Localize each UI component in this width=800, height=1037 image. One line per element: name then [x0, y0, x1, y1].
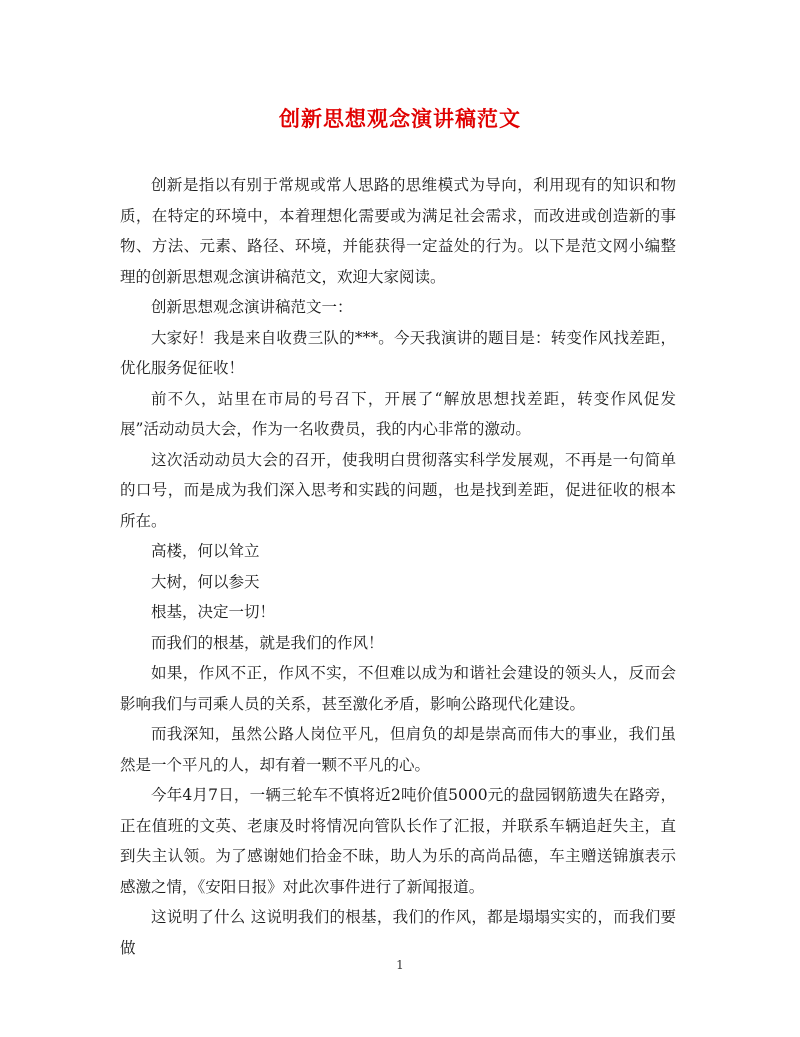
page-number: 1	[396, 958, 404, 972]
paragraph-section-heading: 创新思想观念演讲稿范文一：	[151, 298, 353, 316]
paragraph: 今年4月7日，一辆三轮车不慎将近2吨价值5000元的盘园钢筋遗失在路旁，正在值班的文英、老康及时将情况向管队长作了汇报，并联系车辆追赶失主，直到失主认领。为了感谢她们拾金不昧，助人为乐的高尚品德，车主赠送锦旗表示感激之情，《安阳日报》对此次事件进行了新闻报道。	[120, 786, 676, 896]
paragraph: 大家好！我是来自收费三队的***。今天我演讲的题目是：转变作风找差距，优化服务促征收！	[120, 328, 676, 377]
paragraph: 这次活动动员大会的召开，使我明白贯彻落实科学发展观，不再是一句简单的口号，而是成为我们深入思考和实践的问题，也是找到差距，促进征收的根本所在。	[120, 450, 676, 530]
paragraph: 这说明了什么 这说明我们的根基，我们的作风，都是塌塌实实的，而我们要做	[120, 908, 676, 957]
paragraph-intro: 创新是指以有别于常规或常人思路的思维模式为导向，利用现有的知识和物质，在特定的环境中，本着理想化需要或为满足社会需求，而改进或创造新的事物、方法、元素、路径、环境，并能获得一定益处的行为。以下是范文网小编整理的创新思想观念演讲稿范文，欢迎大家阅读。	[120, 176, 676, 286]
paragraph: 而我们的根基，就是我们的作风！	[151, 633, 384, 652]
paragraph: 如果，作风不正，作风不实，不但难以成为和谐社会建设的领头人，反而会影响我们与司乘人员的关系，甚至激化矛盾，影响公路现代化建设。	[120, 664, 676, 713]
paragraph: 大树，何以参天	[151, 572, 260, 591]
document-title: 创新思想观念演讲稿范文	[279, 106, 521, 131]
paragraph: 前不久，站里在市局的号召下，开展了“解放思想找差距，转变作风促发展”活动动员大会，作为一名收费员，我的内心非常的激动。	[120, 389, 676, 438]
document-body	[120, 170, 676, 963]
paragraph: 高楼，何以耸立	[151, 542, 260, 560]
paragraph: 根基，决定一切！	[151, 603, 276, 621]
paragraph: 而我深知，虽然公路人岗位平凡，但肩负的却是崇高而伟大的事业，我们虽然是一个平凡的人，却有着一颗不平凡的心。	[120, 725, 676, 774]
